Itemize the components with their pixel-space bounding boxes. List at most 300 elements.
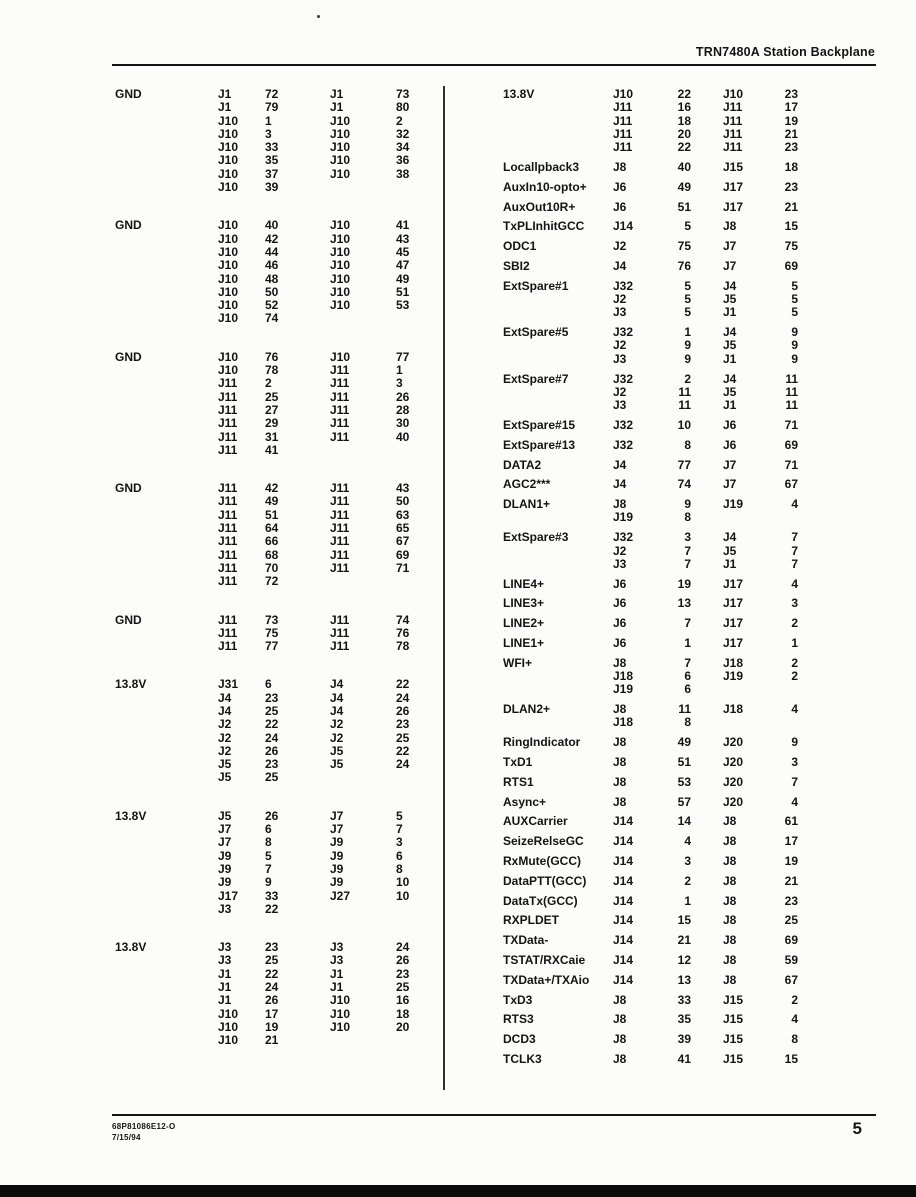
pin-number: 69 [784,437,798,452]
pin-assignment-row [613,703,798,716]
pin-assignment-row [613,934,798,947]
pin-number: 17 [784,100,798,115]
pin-number: 34 [396,140,410,155]
signal-group [503,578,813,591]
pin-rows [613,1053,798,1066]
pin-assignment-row [218,994,436,1007]
pin-number: 23 [784,179,798,194]
pin-number: 7 [265,861,272,876]
connector-ref: J10 [330,258,351,273]
connector-ref: J8 [723,893,737,908]
pin-assignment-row [613,115,798,128]
signal-name: ODC1 [503,239,537,254]
signal-name: Async+ [503,794,547,809]
connector-ref: J14 [613,219,634,234]
pin-number: 26 [396,703,410,718]
pin-assignment-row [218,836,436,849]
pin-rows [613,875,798,888]
pin-assignment-row [613,128,798,141]
signal-name: LINE4+ [503,576,545,591]
pin-number: 28 [396,402,410,417]
signal-name: TCLK3 [503,1052,542,1067]
signal-group [503,597,813,610]
signal-group [115,88,430,194]
pin-assignment-row [218,876,436,889]
pin-assignment-row [218,417,436,430]
signal-name: ExtSpare#7 [503,371,569,386]
pin-number: 71 [396,560,410,575]
pin-number: 5 [684,278,691,293]
pin-assignment-row [218,482,436,495]
signal-group [503,1053,813,1066]
pin-number: 8 [684,510,691,525]
connector-ref: J10 [330,126,351,141]
signal-name: RTS1 [503,774,534,789]
pin-assignment-row [613,88,798,101]
connector-ref: J11 [613,100,633,115]
pin-rows [613,240,798,253]
pin-rows [613,637,798,650]
pin-number: 35 [265,153,279,168]
pin-rows [613,974,798,987]
signal-name: AUXCarrier [503,814,568,829]
pin-number: 71 [784,417,798,432]
connector-ref [723,683,771,696]
pin-rows [218,351,436,457]
connector-ref: J4 [330,677,344,692]
pin-assignment-row [218,692,436,705]
pin-number: 23 [265,690,279,705]
pin-number: 15 [784,1052,798,1067]
connector-ref: J11 [613,140,633,155]
pin-number [771,716,798,729]
pin-number: 11 [678,384,691,399]
pin-number: 42 [265,231,279,246]
pin-number: 59 [784,953,798,968]
pin-assignment-row [613,756,798,769]
signal-name: AuxIn10-opto+ [503,179,587,194]
signal-group [115,482,430,588]
connector-ref: J11 [218,547,238,562]
pin-rows [613,498,798,525]
connector-ref: J10 [218,311,239,326]
pin-number: 78 [396,639,410,654]
pin-assignment-row [613,353,798,366]
header-rule [112,64,876,66]
connector-ref: J11 [330,534,350,549]
pin-number: 3 [684,854,691,869]
connector-ref: J8 [613,992,627,1007]
connector-ref: J6 [613,596,627,611]
pin-number: 15 [784,219,798,234]
connector-ref: J11 [330,402,350,417]
pin-number: 6 [265,822,272,837]
pin-rows [613,88,798,154]
pin-number: 11 [678,702,691,717]
connector-ref: J11 [330,560,350,575]
signal-name: GND [115,349,142,364]
connector-ref: J1 [330,87,344,101]
pin-assignment-row [613,617,798,630]
connector-ref: J4 [613,457,627,472]
connector-ref: J11 [330,612,350,627]
pin-number: 67 [784,477,798,492]
pin-number: 25 [396,980,410,995]
pin-assignment-row [613,161,798,174]
connector-ref: J19 [723,497,744,512]
connector-ref: J15 [723,1052,744,1067]
connector-ref: J11 [330,639,350,654]
pin-number: 21 [784,873,798,888]
signal-name: 13.8V [115,940,147,955]
connector-ref: J11 [330,625,350,640]
connector-ref: J3 [613,351,627,366]
pin-number: 1 [684,325,691,340]
pin-rows [218,614,436,654]
connector-ref: J15 [723,992,744,1007]
pin-number: 24 [265,730,279,745]
connector-ref: J11 [218,507,238,522]
pin-number: 73 [265,612,279,627]
connector-ref: J10 [330,153,351,168]
connector-ref: J32 [613,325,634,340]
pin-number: 77 [396,349,410,364]
connector-ref: J10 [218,231,239,246]
signal-name: DATA2 [503,457,542,472]
pin-assignment-row [218,549,436,562]
connector-ref: J11 [218,494,238,509]
pin-number: 10 [396,888,410,903]
pin-number: 35 [677,1012,691,1027]
pin-number: 9 [791,338,798,353]
pin-assignment-row [218,1008,436,1021]
doc-info [112,1122,176,1143]
pin-assignment-row [218,273,436,286]
connector-ref [330,444,396,457]
pin-rows [613,994,798,1007]
pin-assignment-row [218,286,436,299]
pin-number: 69 [396,547,410,562]
pin-assignment-row [218,640,436,653]
pin-assignment-row [218,954,436,967]
connector-ref: J3 [613,398,627,413]
pin-rows [613,478,798,491]
connector-ref: J18 [723,655,744,670]
pin-assignment-row [613,531,798,544]
signal-group [503,736,813,749]
connector-ref: J17 [723,576,744,591]
connector-ref: J4 [330,703,344,718]
pin-number: 9 [791,325,798,340]
pin-number: 40 [677,159,691,174]
pin-assignment-row [613,815,798,828]
pin-assignment-row [613,670,798,683]
signal-group [503,974,813,987]
doc-number: 68P81086E12-O [112,1122,176,1131]
pin-assignment-row [218,351,436,364]
signal-group [503,835,813,848]
pin-rows [613,181,798,194]
pin-assignment-row [613,994,798,1007]
pin-number: 13 [677,596,691,611]
connector-ref: J8 [613,1012,627,1027]
pin-assignment-row [218,732,436,745]
connector-ref: J8 [613,497,627,512]
pin-number: 19 [784,854,798,869]
signal-name: LINE3+ [503,596,545,611]
signal-group [115,678,430,784]
pin-number: 44 [265,244,279,259]
signal-name: RTS3 [503,1012,534,1027]
connector-ref: J11 [218,416,238,431]
connector-ref: J8 [723,933,737,948]
pin-number: 1 [684,893,691,908]
pin-assignment-row [613,597,798,610]
pin-number [396,444,436,457]
pin-number: 7 [791,774,798,789]
pin-assignment-row [218,718,436,731]
connector-ref: J14 [613,972,634,987]
connector-ref: J8 [723,219,737,234]
signal-name: ExtSpare#15 [503,417,576,432]
pin-number: 21 [784,199,798,214]
pin-number: 15 [677,913,691,928]
pin-number: 53 [677,774,691,789]
pin-number: 75 [677,239,691,254]
pin-number: 14 [677,814,691,829]
connector-ref: J1 [330,980,344,995]
pin-number: 80 [396,100,410,115]
pin-assignment-row [613,220,798,233]
connector-ref: J8 [723,972,737,987]
pin-assignment-row [613,895,798,908]
connector-ref: J14 [613,873,634,888]
connector-ref: J4 [218,690,232,705]
pin-number: 25 [265,389,279,404]
pin-number: 25 [265,703,279,718]
signal-name: LINE1+ [503,636,545,650]
pin-assignment-row [218,522,436,535]
pin-rows [613,1033,798,1046]
pin-number: 40 [265,218,279,233]
signal-group [503,703,813,730]
connector-ref: J11 [330,376,350,391]
connector-ref: J2 [218,743,232,758]
pin-assignment-row [613,181,798,194]
pin-rows [613,459,798,472]
pin-assignment-row [218,115,436,128]
pin-assignment-row [613,716,798,729]
connector-ref: J1 [330,966,344,981]
pin-assignment-row [613,796,798,809]
pin-number: 4 [791,576,798,591]
signal-name: ExtSpare#3 [503,530,569,545]
connector-ref: J10 [218,284,239,299]
pin-number: 9 [791,735,798,750]
connector-ref: J8 [613,794,627,809]
connector-ref: J7 [723,239,737,254]
pin-number: 2 [265,376,272,391]
connector-ref: J8 [613,1052,627,1067]
pin-number: 3 [791,755,798,770]
pin-number: 76 [396,625,410,640]
connector-ref [330,312,396,325]
connector-ref: J10 [613,87,634,101]
pin-number: 26 [265,808,279,823]
connector-ref: J11 [330,494,350,509]
connector-ref: J10 [330,140,351,155]
connector-ref: J7 [723,457,737,472]
pin-number: 18 [396,1006,410,1021]
pin-assignment-row [218,771,436,784]
connector-ref: J10 [330,166,351,181]
pin-assignment-row [613,875,798,888]
connector-ref: J5 [330,743,344,758]
pin-number: 50 [396,494,410,509]
connector-ref: J11 [330,521,350,536]
connector-ref: J10 [330,298,351,313]
connector-ref: J1 [330,100,344,115]
pin-assignment-row [218,299,436,312]
pin-number: 7 [791,556,798,571]
pin-number: 5 [791,278,798,293]
pin-number: 69 [784,258,798,273]
connector-ref: J10 [218,363,239,378]
signal-group [503,657,813,697]
connector-ref: J18 [723,702,744,717]
pin-rows [218,482,436,588]
signal-group [115,941,430,1047]
pin-number: 38 [396,166,410,181]
signal-group [503,875,813,888]
connector-ref: J2 [330,730,344,745]
connector-ref: J9 [330,861,344,876]
connector-ref: J10 [330,271,351,286]
connector-ref: J2 [613,543,627,558]
connector-ref: J17 [723,199,744,214]
signal-group [503,756,813,769]
pin-assignment-row [218,181,436,194]
pin-number: 16 [677,100,691,115]
connector-ref: J32 [613,417,634,432]
signal-group [503,201,813,214]
signal-name: RXPLDET [503,913,560,928]
pin-assignment-row [218,614,436,627]
pin-number: 1 [265,113,272,128]
pin-number: 73 [396,87,410,101]
pin-assignment-row [613,386,798,399]
signal-group [503,776,813,789]
doc-date: 7/15/94 [112,1132,141,1142]
connector-ref: J3 [613,556,627,571]
connector-ref: J8 [723,953,737,968]
connector-ref: J32 [613,371,634,386]
pin-number: 25 [784,913,798,928]
pin-number: 2 [791,655,798,670]
pin-rows [613,161,798,174]
connector-ref [330,181,396,194]
pin-number: 21 [784,126,798,141]
pin-assignment-row [218,1021,436,1034]
signal-group [503,637,813,650]
pin-number: 64 [265,521,279,536]
pin-rows [613,439,798,452]
pin-number: 71 [784,457,798,472]
pin-number: 8 [684,437,691,452]
connector-ref: J1 [218,980,232,995]
connector-ref: J20 [723,755,744,770]
connector-ref: J32 [613,278,634,293]
pin-rows [613,756,798,769]
connector-ref: J11 [218,574,238,589]
signal-group [503,1033,813,1046]
connector-ref: J10 [218,349,239,364]
pin-rows [613,419,798,432]
signal-name: AGC2*** [503,477,551,492]
connector-ref: J11 [723,100,743,115]
pin-number: 23 [396,717,410,732]
signal-group [503,478,813,491]
connector-ref: J10 [218,166,239,181]
pin-assignment-row [218,535,436,548]
signal-group [503,855,813,868]
pin-assignment-row [218,941,436,954]
connector-ref: J1 [723,305,737,320]
connector-ref: J10 [218,180,239,195]
pin-assignment-row [613,776,798,789]
pin-number: 5 [791,292,798,307]
signal-name: LINE2+ [503,616,545,631]
pin-assignment-row [613,1013,798,1026]
pin-number: 19 [265,1019,279,1034]
pin-assignment-row [613,511,798,524]
pin-number [771,683,798,696]
pin-number: 51 [265,507,279,522]
connector-ref: J14 [613,893,634,908]
connector-ref: J9 [218,861,232,876]
page-number: 5 [852,1119,862,1138]
connector-ref: J3 [330,940,344,955]
connector-ref: J7 [218,822,232,837]
connector-ref: J11 [330,363,350,378]
pin-number: 5 [684,219,691,234]
pin-number: 11 [785,371,798,386]
pin-number: 21 [677,933,691,948]
signal-name: 13.8V [115,808,147,823]
connector-ref: J6 [613,179,627,194]
signal-name: TxD1 [503,755,533,770]
pin-assignment-row [613,954,798,967]
pin-number: 74 [396,612,410,627]
signal-group [503,895,813,908]
pin-number: 51 [677,755,691,770]
connector-ref [330,1034,396,1047]
pin-number: 6 [265,677,272,692]
pin-assignment-row [218,154,436,167]
connector-ref: J18 [613,715,634,730]
connector-ref: J9 [218,875,232,890]
connector-ref: J4 [613,258,627,273]
signal-group [503,815,813,828]
pin-number: 19 [677,576,691,591]
connector-ref: J7 [723,477,737,492]
pin-number [396,575,436,588]
signal-group [503,994,813,1007]
pin-number: 6 [684,669,691,684]
pin-rows [613,954,798,967]
signal-name: TxPLInhitGCC [503,219,585,234]
signal-name: DLAN2+ [503,702,551,717]
